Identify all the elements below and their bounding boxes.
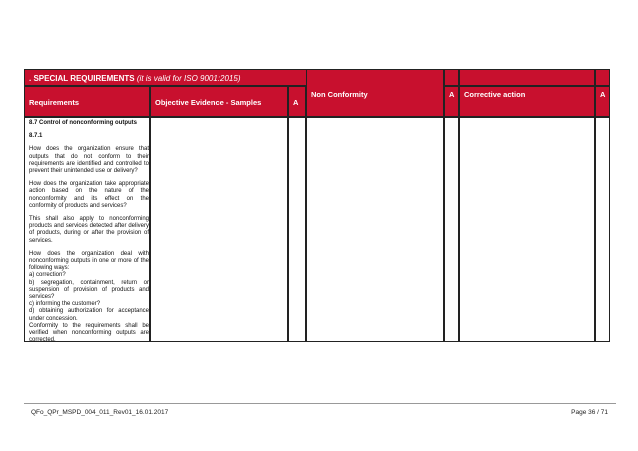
question-4-intro: How does the organization deal with nonconforming outputs in one or more of the following ways: [29, 250, 149, 272]
question-3: This shall also apply to nonconforming products and services detected after delivery of products, during or after the provision of services. [29, 216, 149, 244]
footer-divider [24, 403, 616, 404]
section-note: (it is valid for ISO 9001:2015) [136, 74, 241, 83]
a3-cell[interactable] [595, 117, 610, 342]
requirements-cell [24, 117, 150, 342]
header-corrective-action: Corrective action [459, 86, 595, 117]
question-4-d: d) obtaining authorization for acceptance under concession. [29, 308, 149, 322]
footer-doc-id: QFo_QPr_MSPD_004_011_Rev01_16.01.2017 [31, 409, 169, 416]
question-4-a: a) correction? [29, 272, 66, 279]
requirement-heading: 8.7 Control of nonconforming outputs [29, 120, 137, 126]
a2-cell[interactable] [444, 117, 459, 342]
evidence-cell[interactable] [150, 117, 288, 342]
non-conformity-cell[interactable] [306, 117, 444, 342]
question-2: How does the organization take appropriate action based on the nature of the nonconformity and its effect on the conformity of products and services? [29, 181, 149, 209]
clause-number: 8.7.1 [29, 133, 43, 140]
section-title: . SPECIAL REQUIREMENTS [29, 74, 135, 83]
corrective-action-cell[interactable] [459, 117, 595, 342]
question-1: How does the organization ensure that outputs that do not conform to their requirements are identified and controlled to prevent their unintended use or delivery? [29, 146, 149, 175]
question-4-end: Conformity to the requirements shall be verified when nonconforming outputs are corrected. [29, 322, 149, 344]
title-row-a2-cell [444, 69, 459, 86]
a1-cell[interactable] [288, 117, 306, 342]
header-evidence: Objective Evidence - Samples [150, 86, 288, 117]
requirements-text [29, 120, 149, 344]
requirements-table [24, 69, 610, 342]
question-4-b: b) segregation, containment, return or suspension of provision of products and services? [29, 279, 149, 301]
title-row-a3-cell [595, 69, 610, 86]
question-4-c: c) informing the customer? [29, 301, 101, 308]
header-a3: A [595, 86, 610, 117]
header-a1: A [288, 86, 306, 117]
footer-page-number: Page 36 / 71 [571, 409, 608, 416]
title-row-corrective-cell [459, 69, 595, 86]
header-a2: A [444, 86, 459, 117]
header-non-conformity: Non Conformity [306, 69, 444, 117]
header-requirements: Requirements [24, 86, 150, 117]
